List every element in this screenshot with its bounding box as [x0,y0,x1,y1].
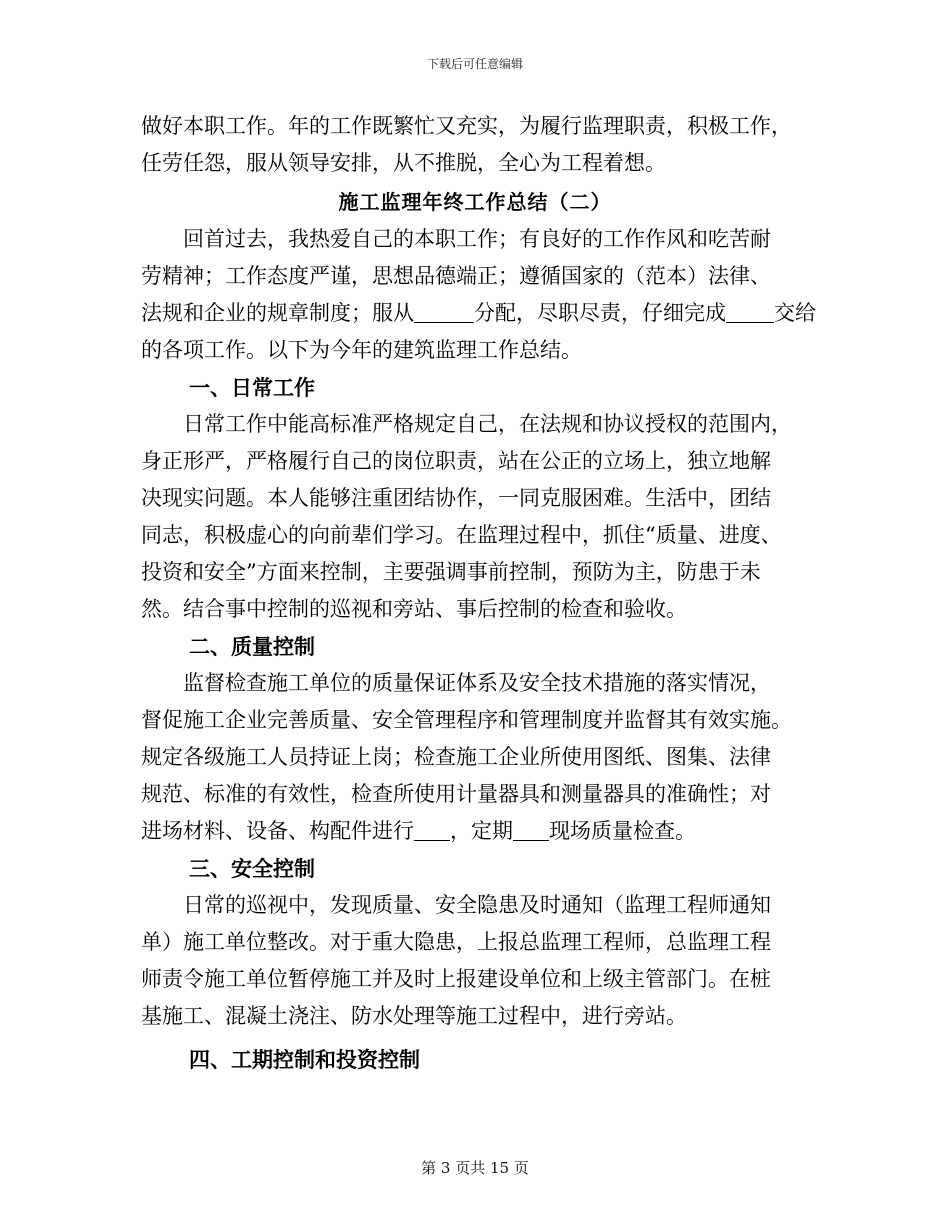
section1-line: 身正形严，严格履行自己的岗位职责，站在公正的立场上，独立地解 [141,449,771,473]
section3-line: 师责令施工单位暂停施工并及时上报建设单位和上级主管部门。在桩 [141,967,771,991]
page-header-note: 下载后可任意编辑 [426,57,523,71]
section2-line: 规定各级施工人员持证上岗；检查施工企业所使用图纸、图集、法律 [141,745,771,769]
section3-line: 日常的巡视中，发现质量、安全隐患及时通知（监理工程师通知 [141,893,771,917]
section-heading-1: 一、日常工作 [189,375,315,400]
section1-line: 投资和安全”方面来控制，主要强调事前控制，预防为主，防患于未 [141,560,761,584]
section2-line: 监督检查施工单位的质量保证体系及安全技术措施的落实情况， [141,671,771,695]
intro-line-1: 做好本职工作。年的工作既繁忙又充实，为履行监理职责，积极工作， [141,114,792,138]
section3-line: 基施工、混凝土浇注、防水处理等施工过程中，进行旁站。 [141,1004,687,1028]
section2-line: 规范、标准的有效性，检查所使用计量器具和测量器具的准确性；对 [141,782,771,806]
section-heading-4: 四、工期控制和投资控制 [189,1047,420,1072]
section-heading-2: 二、质量控制 [189,634,315,659]
para1-line-2: 劳精神；工作态度严谨，思想品德端正；遵循国家的（范本）法律、 [141,264,771,288]
document-body [141,108,816,1078]
section2-last-part-b: ，定期 [450,819,513,843]
section2-line-last [141,813,809,850]
para1-line-4: 的各项工作。以下为今年的建筑监理工作总结。 [141,338,582,362]
page-number: 第 3 页共 15 页 [421,1159,529,1177]
section1-line: 然。结合事中控制的巡视和旁站、事后控制的检查和验收。 [141,597,687,621]
section1-line: 同志，积极虚心的向前辈们学习。在监理过程中，抓住“质量、进度、 [141,523,782,547]
section-heading-3: 三、安全控制 [189,856,315,881]
blank-underline [726,300,774,323]
section1-line: 日常工作中能高标准严格规定自己，在法规和协议授权的范围内， [141,412,792,436]
section2-last-part-c: 现场质量检查。 [549,819,696,843]
section1-line: 决现实问题。本人能够注重团结协作，一同克服困难。生活中，团结 [141,486,771,510]
para1-line-1: 回首过去，我热爱自己的本职工作；有良好的工作作风和吃苦耐 [141,227,771,251]
para1-line-3-part-b: 分配，尽职尽责，仔细完成 [474,301,726,325]
section2-line: 督促施工企业完善质量、安全管理程序和管理制度并监督其有效实施。 [141,708,792,732]
blank-underline [414,300,474,323]
document-title: 施工监理年终工作总结（二） [338,190,612,214]
section2-last-part-a: 进场材料、设备、构配件进行 [141,819,414,843]
para1-line-3-part-c: 交给 [774,301,816,325]
blank-underline [414,818,450,841]
section3-line: 单）施工单位整改。对于重大隐患，上报总监理工程师，总监理工程 [141,930,771,954]
intro-line-2: 任劳任怨，服从领导安排，从不推脱，全心为工程着想。 [141,151,666,175]
para1-line-3-part-a: 法规和企业的规章制度；服从 [141,301,414,325]
para1-line-3 [141,295,816,332]
blank-underline [513,818,549,841]
